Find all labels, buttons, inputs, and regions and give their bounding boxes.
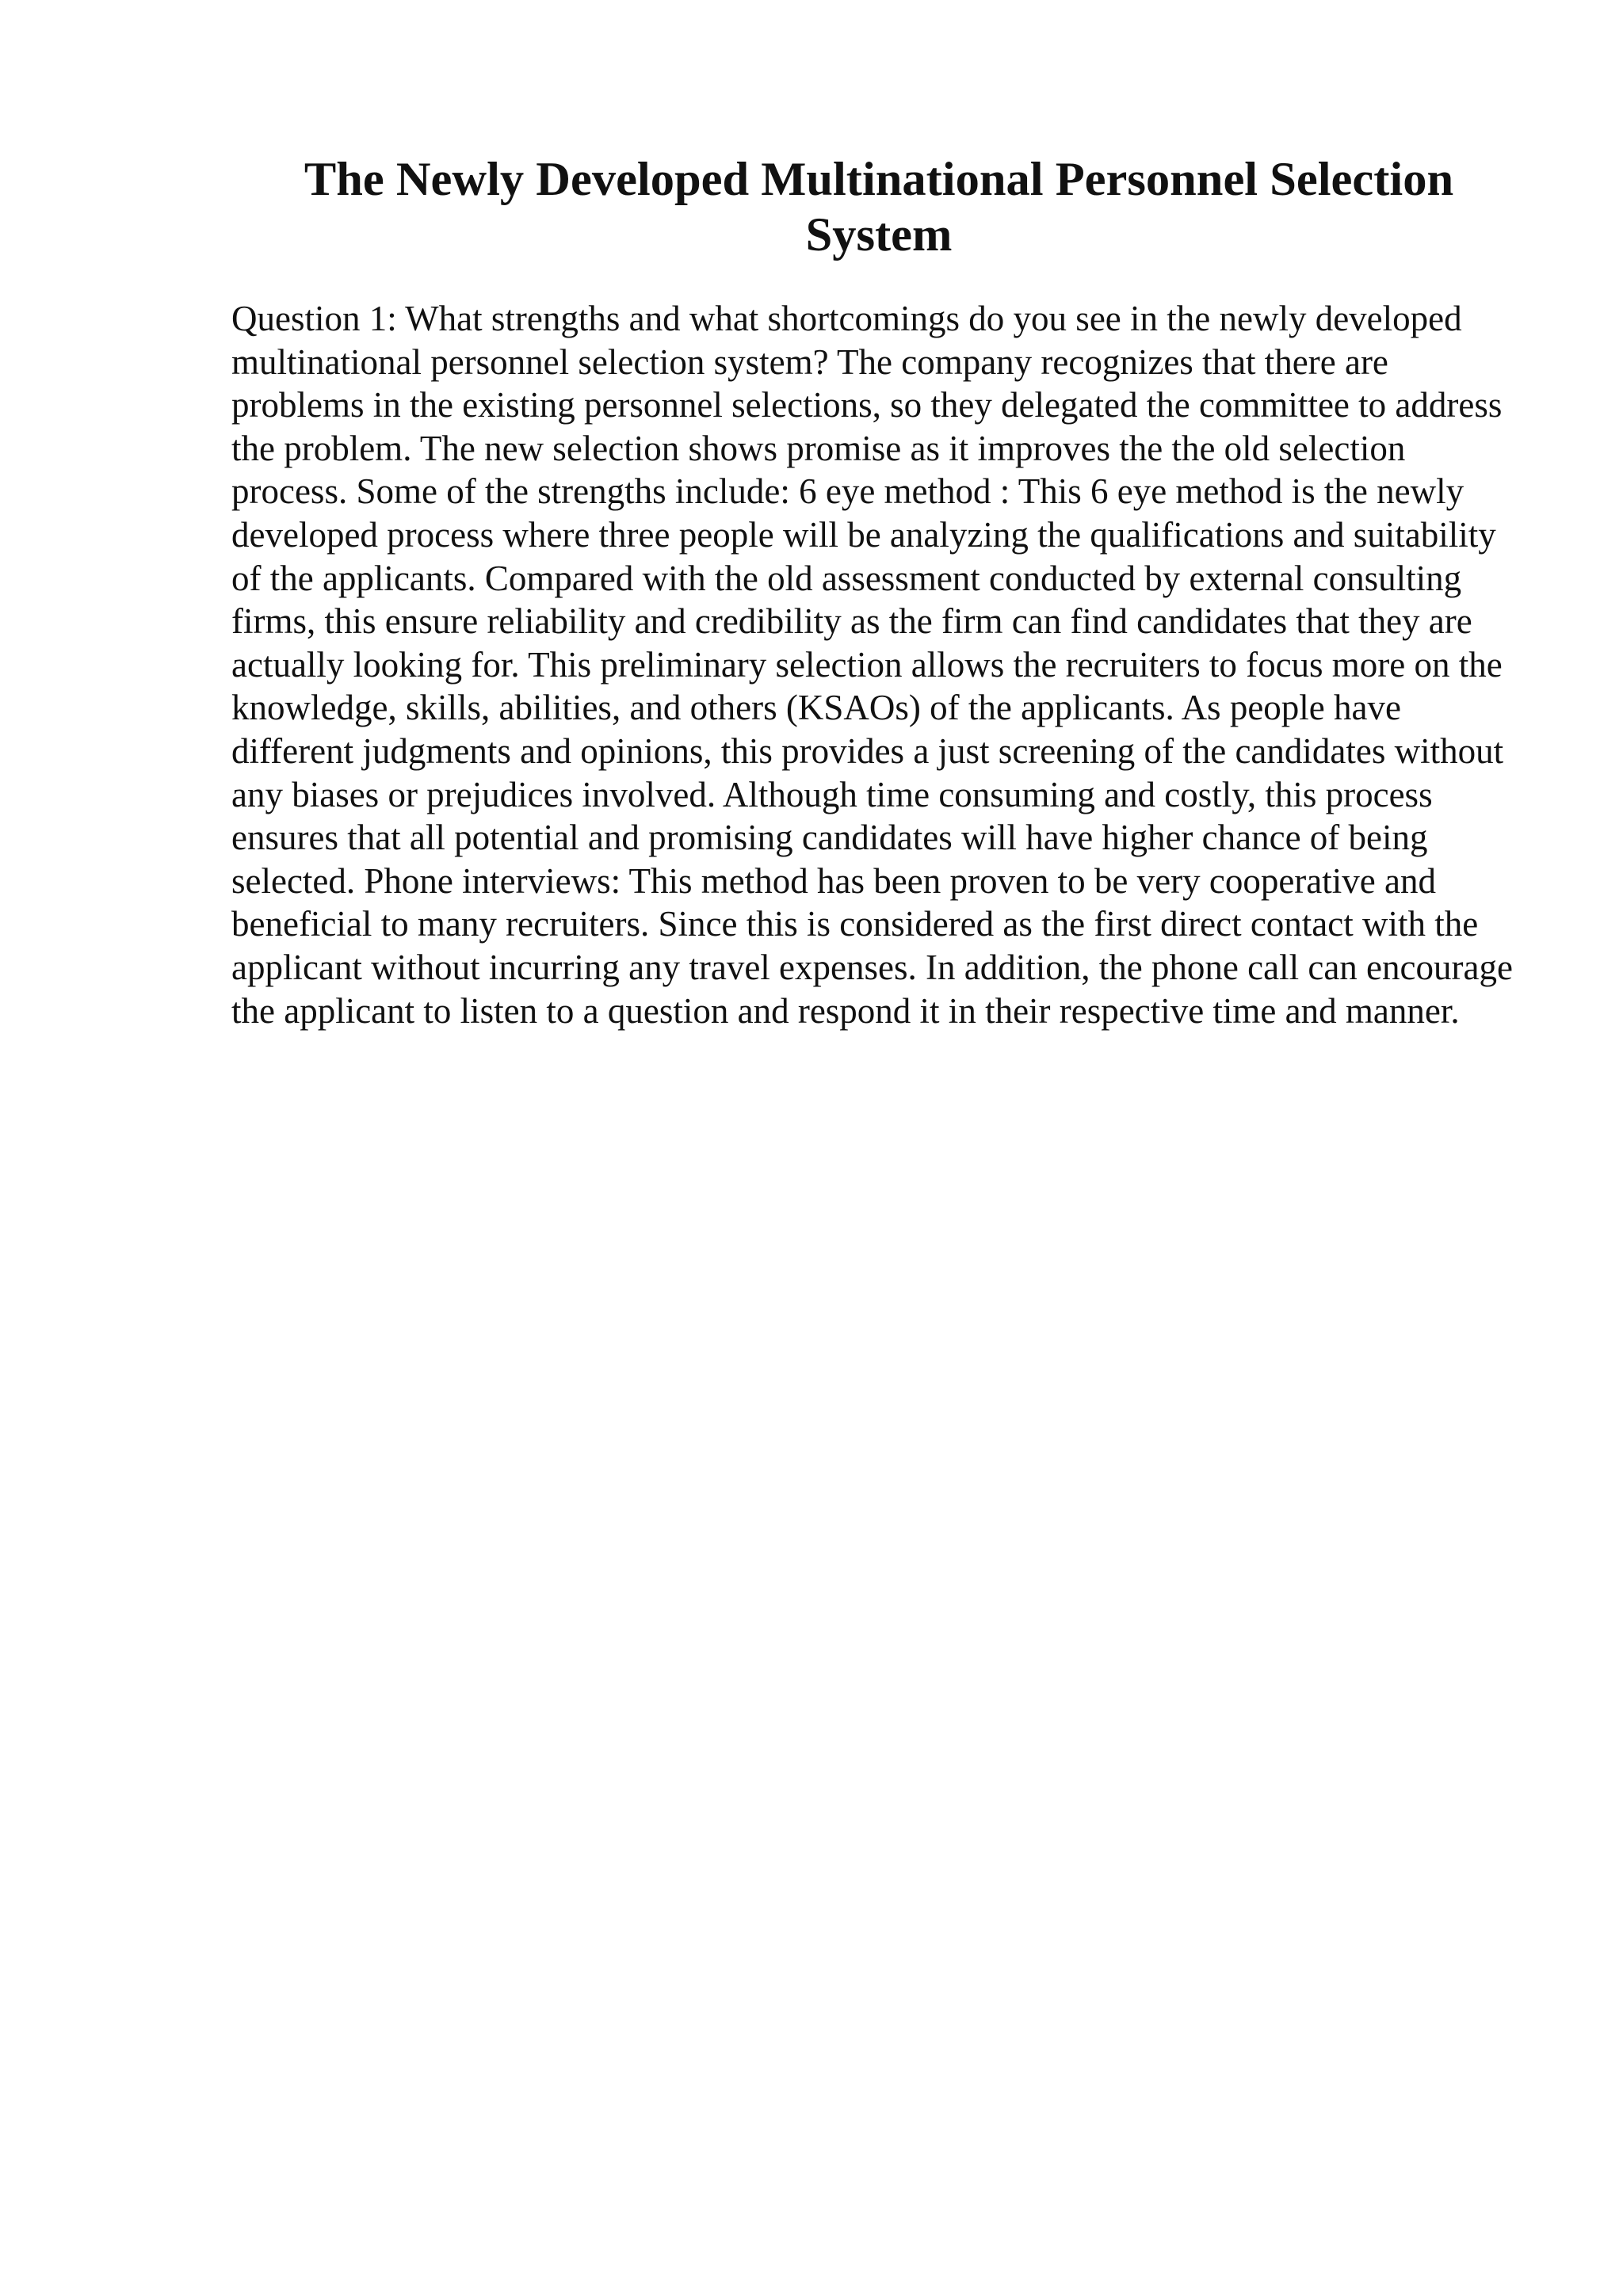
document-content (231, 152, 1526, 1032)
document-body-paragraph: Question 1: What strengths and what shortcomings do you see in the newly developed multinational personnel selection system? The company recognizes that there are problems in the existing personnel selections, so they delegated the committee to address the problem. The new selection shows promise as it improves the the old selection process. Some of the strengths include: 6 eye method : This 6 eye method is the newly developed process where three people will be analyzing the qualifications and suitability of the applicants. Compared with the old assessment conducted by external consulting firms, this ensure reliability and credibility as the firm can find candidates that they are actually looking for. This preliminary selection allows the recruiters to focus more on the knowledge, skills, abilities, and others (KSAOs) of the applicants. As people have different judgments and opinions, this provides a just screening of the candidates without any biases or prejudices involved. Although time consuming and costly, this process ensures that all potential and promising candidates will have higher chance of being selected. Phone interviews: This method has been proven to be very cooperative and beneficial to many recruiters. Since this is considered as the first direct contact with the applicant without incurring any travel expenses. In addition, the phone call can encourage the applicant to listen to a question and respond it in their respective time and manner. (231, 299, 1513, 1031)
document-title: The Newly Developed Multinational Personnel Selection System (304, 153, 1454, 261)
